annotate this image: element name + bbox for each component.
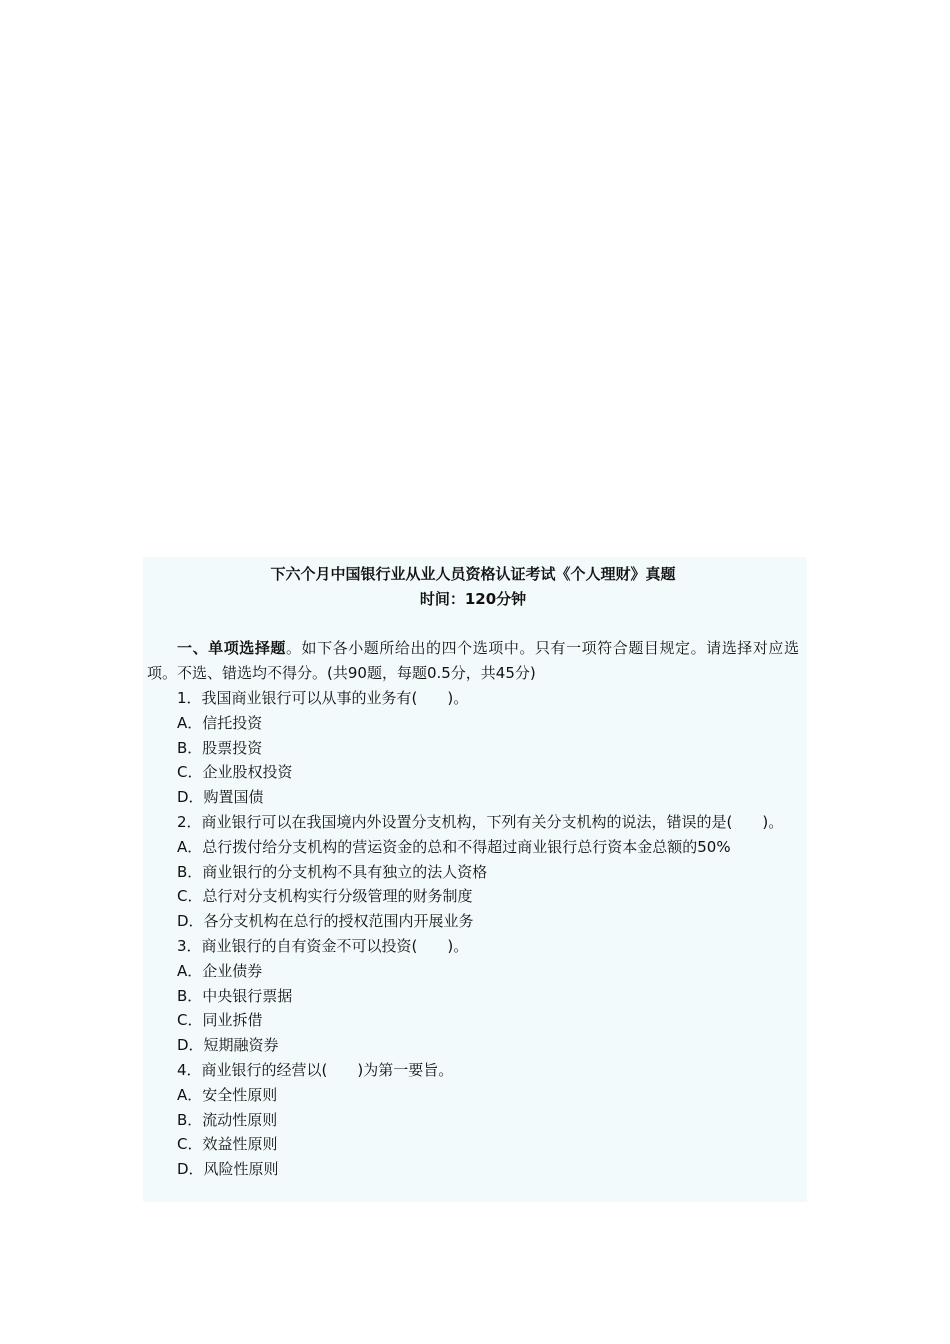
answer-option: A．信托投资 [177, 713, 263, 732]
exam-time: 时间：120分钟 [419, 589, 527, 608]
answer-option: D．风险性原则 [177, 1160, 279, 1179]
document-title: 下六个月中国银行业从业人员资格认证考试《个人理财》真题 [270, 565, 676, 583]
answer-option: C．效益性原则 [177, 1135, 278, 1154]
answer-option: C．总行对分支机构实行分级管理的财务制度 [177, 887, 473, 906]
section-intro [147, 636, 799, 686]
section-instructions: 。如下各小题所给出的四个选项中。只有一项符合题目规定。请选择对应选项。不选、错选均不得分。(共90题，每题0.5分，共45分) [147, 639, 799, 683]
question-stem: 3．商业银行的自有资金不可以投资( )。 [177, 936, 469, 955]
answer-option: A．企业债券 [177, 961, 263, 980]
answer-option: B．股票投资 [177, 738, 263, 757]
exam-content [143, 557, 807, 1202]
spacer [147, 612, 799, 637]
answer-option: B．流动性原则 [177, 1110, 278, 1129]
answer-option: B．中央银行票据 [177, 986, 293, 1005]
answer-option: C．企业股权投资 [177, 763, 293, 782]
answer-option: D．各分支机构在总行的授权范围内开展业务 [177, 912, 474, 931]
answer-option: C．同业拆借 [177, 1011, 263, 1030]
question-stem: 1．我国商业银行可以从事的业务有( )。 [177, 688, 469, 707]
question-stem: 4．商业银行的经营以( )为第一要旨。 [177, 1060, 454, 1079]
question-stem: 2．商业银行可以在我国境内外设置分支机构，下列有关分支机构的说法，错误的是( )。 [177, 812, 784, 831]
answer-option: A．总行拨付给分支机构的营运资金的总和不得超过商业银行总行资本金总额的50% [177, 837, 731, 856]
section-heading: 一、单项选择题 [177, 639, 286, 658]
answer-option: D．短期融资券 [177, 1036, 279, 1055]
answer-option: A．安全性原则 [177, 1085, 278, 1104]
answer-option: B．商业银行的分支机构不具有独立的法人资格 [177, 862, 488, 881]
answer-option: D．购置国债 [177, 788, 264, 807]
